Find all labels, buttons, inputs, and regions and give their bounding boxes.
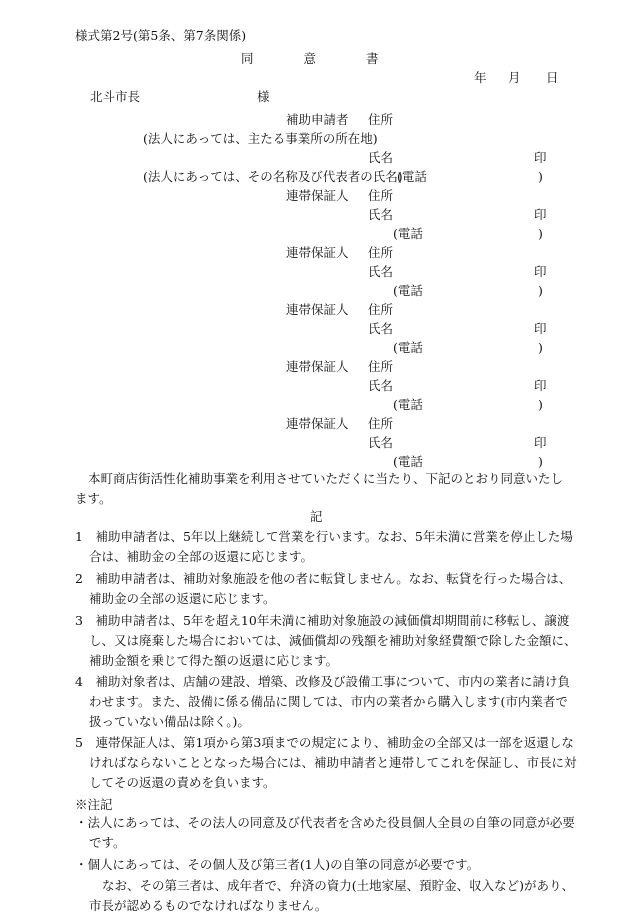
guarantor-role: 連帯保証人 [286,188,349,203]
guarantor-phone-close: ) [538,397,543,412]
guarantor-phone-close: ) [538,283,543,298]
applicant-phone-close: ) [538,169,543,184]
guarantor-name-label: 氏名 [368,264,394,279]
applicant-name-label: 氏名 [368,150,394,165]
date-year-label: 年 [474,70,487,85]
note-text: 個人にあっては、その個人及び第三者(1人)の自筆の同意が必要です。 [87,857,480,872]
addressee: 北斗市長 [90,89,141,104]
clause-5 [75,733,579,793]
clause-2 [75,569,579,609]
clause-number: 5 [75,735,83,750]
guarantor-role: 連帯保証人 [286,416,349,431]
guarantor-address-label: 住所 [368,416,394,431]
guarantor-name-label: 氏名 [368,435,394,450]
clause-number: 2 [75,571,83,586]
guarantor-seal: 印 [534,435,547,450]
guarantor-address-label: 住所 [368,302,394,317]
guarantor-seal: 印 [534,378,547,393]
guarantor-address-label: 住所 [368,245,394,260]
applicant-role: 補助申請者 [286,112,349,127]
guarantor-phone-open: (電話 [393,226,423,241]
note-text: 法人にあっては、その法人の同意及び代表者を含めた役員個人全員の自筆の同意が必要です。 [87,815,575,850]
guarantor-phone-close: ) [538,226,543,241]
clause-3 [75,611,579,671]
guarantor-role: 連帯保証人 [286,245,349,260]
clause-4 [75,672,579,732]
guarantor-name-label: 氏名 [368,207,394,222]
applicant-seal: 印 [534,150,547,165]
clause-number: 4 [75,674,83,689]
guarantor-phone-open: (電話 [393,397,423,412]
clause-text: 補助対象者は、店舗の建設、増築、改修及び設備工事について、市内の業者に請け負わせます。また、設備に係る備品に関しては、市内の業者から購入します(市内業者で扱っていない備品は除く。)。 [89,674,570,729]
note-bullet: ・ [75,815,88,830]
guarantor-name-label: 氏名 [368,378,394,393]
guarantor-address-label: 住所 [368,188,394,203]
guarantor-phone-close: ) [538,340,543,355]
clause-1 [75,527,579,567]
clause-text: 補助申請者は、補助対象施設を他の者に転貸しません。なお、転貸を行った場合は、補助金の全部の返還に応じます。 [89,571,572,606]
clause-text: 連帯保証人は、第1項から第3項までの規定により、補助金の全部又は一部を返還しなければならないこととなった場合には、補助申請者と連帯してこれを保証し、市長に対してその返還の責めを負います。 [89,735,577,790]
guarantor-seal: 印 [534,207,547,222]
date-month-label: 月 [508,70,521,85]
note-item [75,813,579,853]
applicant-phone-open: (電話 [397,169,427,184]
form-label: 様式第2号(第5条、第7条関係) [75,28,247,43]
guarantor-seal: 印 [534,264,547,279]
clause-number: 1 [75,529,83,544]
guarantor-phone-open: (電話 [393,454,423,469]
guarantor-phone-open: (電話 [393,340,423,355]
applicant-corp-address-note: (法人にあっては、主たる事業所の所在地) [143,131,378,146]
honorific: 様 [257,89,270,104]
applicant-address-label: 住所 [368,112,394,127]
notes-heading: ※注記 [75,797,113,812]
date-day-label: 日 [546,70,559,85]
document-title: 同 意 書 [241,51,379,66]
clause-text: 補助申請者は、5年以上継続して営業を行います。なお、5年未満に営業を停止した場合は、補助金の全部の返還に応じます。 [89,529,573,564]
clause-number: 3 [75,613,83,628]
note-item [75,855,579,875]
guarantor-phone-close: ) [538,454,543,469]
guarantor-phone-open: (電話 [393,283,423,298]
guarantor-name-label: 氏名 [368,321,394,336]
guarantor-role: 連帯保証人 [286,359,349,374]
guarantor-seal: 印 [534,321,547,336]
note-bullet: ・ [75,857,88,872]
note-sub-paragraph: なお、その第三者は、成年者で、弁済の資力(土地家屋、預貯金、収入など)があり、市長が認めるものでなければなりません。 [89,878,575,913]
clause-text: 補助申請者は、5年を超え10年未満に補助対象施設の減価償却期間前に移転し、譲渡し、又は廃棄した場合においては、減価償却の残額を補助対象経費額で除した金額に、補助金額を乗じて得た額の返還に応じます。 [89,613,577,668]
guarantor-address-label: 住所 [368,359,394,374]
intro-paragraph: 本町商店街活性化補助事業を利用させていただくに当たり、下記のとおり同意いたします。 [75,471,564,506]
applicant-corp-name-note: (法人にあっては、その名称及び代表者の氏名) [143,169,403,184]
ki-heading: 記 [310,509,323,524]
guarantor-role: 連帯保証人 [286,302,349,317]
